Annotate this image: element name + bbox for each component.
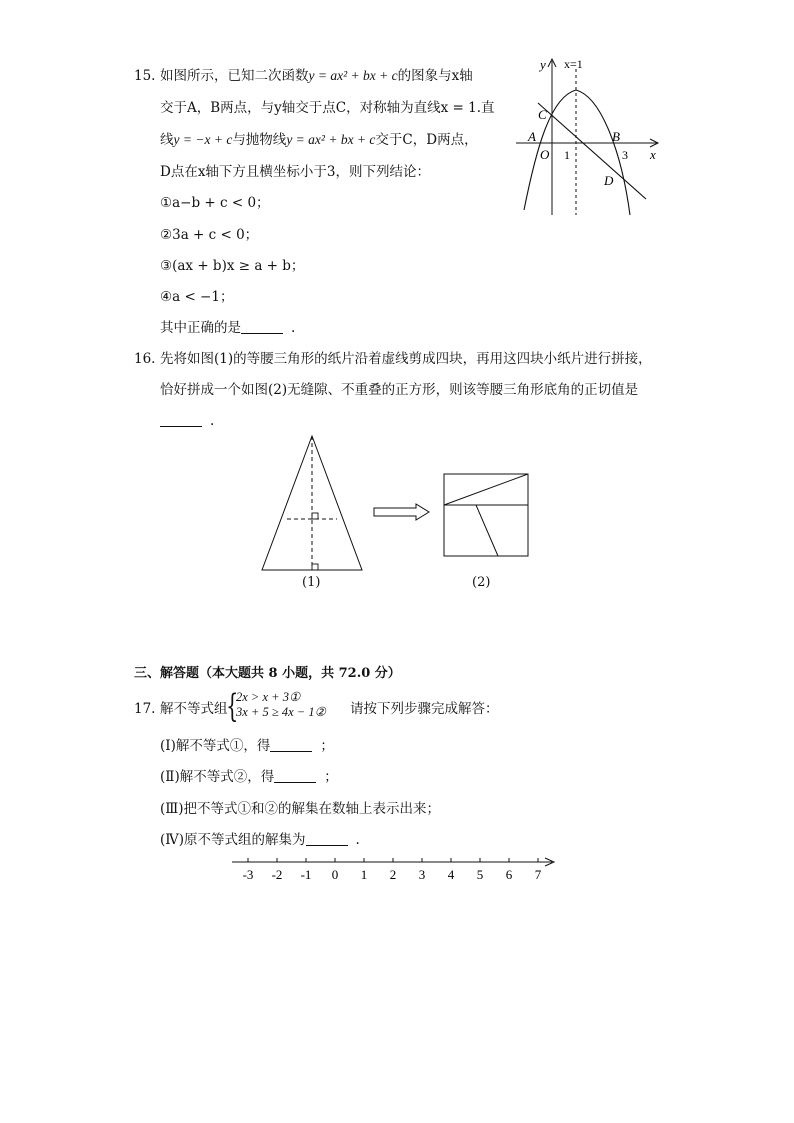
q17-step-1-text: (Ⅰ)解不等式①，得 <box>160 738 271 754</box>
right-angle-mark-mid <box>312 513 318 519</box>
q17-step-4-blank[interactable] <box>306 833 348 846</box>
q16-arrow <box>372 502 432 522</box>
q17-step-2-semi: ； <box>324 769 338 785</box>
q16-answer-blank[interactable] <box>160 414 202 427</box>
label-1: 1 <box>564 148 570 162</box>
q16-figure-2-square <box>440 470 532 560</box>
q15-line1-a: 如图所示，已知二次函数 <box>160 68 309 84</box>
q15-conclusion <box>160 319 295 337</box>
label-D: D <box>604 173 614 188</box>
label-y: y <box>540 57 546 72</box>
q17-step-2-text: (Ⅱ)解不等式②，得 <box>160 769 275 785</box>
number-line-tick-label: -2 <box>271 867 283 882</box>
q15-conclusion-text: 其中正确的是 <box>160 320 241 336</box>
q15-option-2: ②3a + c < 0； <box>160 227 259 243</box>
q17-step-4 <box>160 831 360 849</box>
q17-step-1 <box>160 737 334 755</box>
q15-line3 <box>160 131 478 149</box>
number-line-tick-label: 4 <box>447 867 455 882</box>
q16-line2: 恰好拼成一个如图(2)无缝隙、不重叠的正方形，则该等腰三角形底角的正切值是 <box>160 382 639 398</box>
line-y-neg-x-plus-c <box>538 103 646 199</box>
label-C: C <box>538 107 547 122</box>
q16-figure-2-label: (2) <box>472 575 491 590</box>
q16-number: 16. <box>134 351 156 367</box>
label-x-eq-1: x=1 <box>564 57 583 71</box>
q15-line3-eq2: y = ax² + bx + c <box>286 132 376 147</box>
q17-step-2 <box>160 768 338 786</box>
number-line-tick-label: 1 <box>360 867 368 882</box>
section-3-title: 三、解答题（本大题共 8 小题，共 72.0 分） <box>134 666 401 681</box>
q15-line3-eq1: y = −x + c <box>173 132 233 147</box>
q16-end: . <box>210 413 215 429</box>
q17-number-line[interactable] <box>228 852 560 884</box>
label-B: B <box>612 129 620 144</box>
number-line-tick-label: 2 <box>389 867 397 882</box>
q17-number: 17. <box>134 701 156 717</box>
number-line-tick-label: -3 <box>242 867 254 882</box>
q15-end: . <box>291 320 296 336</box>
q17-step-1-semi: ； <box>320 738 334 754</box>
q15-option-1: ①a−b + c < 0； <box>160 195 270 211</box>
q16-figure-1-label: (1) <box>302 575 321 590</box>
q17-brace: { <box>226 687 239 725</box>
label-O: O <box>540 147 550 162</box>
q15-line1-b: 的图象与x轴 <box>397 68 473 84</box>
right-angle-mark-base <box>312 564 318 570</box>
q16-line3 <box>160 412 214 430</box>
q15-line3-a: 线 <box>160 132 174 148</box>
q17-inequality-1: 2x > x + 3① <box>236 690 301 704</box>
square-diagonal-cut <box>444 474 528 505</box>
q17-prefix: 解不等式组 <box>160 701 228 717</box>
q15-line4: D点在x轴下方且横坐标小于3，则下列结论： <box>160 164 431 180</box>
q17-step-2-blank[interactable] <box>274 770 316 783</box>
q16-line1: 先将如图(1)的等腰三角形的纸片沿着虚线剪成四块，再用这四块小纸片进行拼接， <box>160 351 652 367</box>
q15-line1 <box>160 67 473 85</box>
square-slanted-cut <box>476 505 498 556</box>
q15-line3-b: 与抛物线 <box>232 132 287 148</box>
square-outline <box>444 474 528 556</box>
q15-parabola-graph <box>512 55 662 220</box>
q17-suffix: 请按下列步骤完成解答： <box>350 701 499 717</box>
q17-step-3: (Ⅲ)把不等式①和②的解集在数轴上表示出来； <box>160 801 441 817</box>
q15-option-3: ③(ax + b)x ≥ a + b； <box>160 258 305 274</box>
label-x: x <box>650 147 656 162</box>
q15-line2: 交于A，B两点，与y轴交于点C，对称轴为直线x = 1.直 <box>160 100 495 116</box>
q17-step-4-end: . <box>355 832 360 848</box>
q15-answer-blank[interactable] <box>241 321 283 334</box>
q15-option-4: ④a < −1； <box>160 289 234 305</box>
q17-step-4-text: (Ⅳ)原不等式组的解集为 <box>160 832 306 848</box>
number-line-tick-label: 3 <box>418 867 426 882</box>
label-3: 3 <box>622 148 628 162</box>
number-line-tick-label: -1 <box>300 867 312 882</box>
number-line-tick-label: 6 <box>505 867 513 882</box>
q17-step-1-blank[interactable] <box>270 739 312 752</box>
arrow-right-icon <box>374 504 429 520</box>
label-A: A <box>528 129 536 144</box>
q15-number: 15. <box>134 68 156 84</box>
number-line-tick-label: 5 <box>476 867 484 882</box>
q16-figure-1-triangle <box>255 430 370 575</box>
q15-line3-c: 交于C，D两点， <box>375 132 478 148</box>
number-line-tick-label: 7 <box>534 867 542 882</box>
q17-inequality-2: 3x + 5 ≥ 4x − 1② <box>236 705 326 719</box>
q15-line1-eq: y = ax² + bx + c <box>308 68 398 83</box>
number-line-tick-label: 0 <box>331 867 339 882</box>
